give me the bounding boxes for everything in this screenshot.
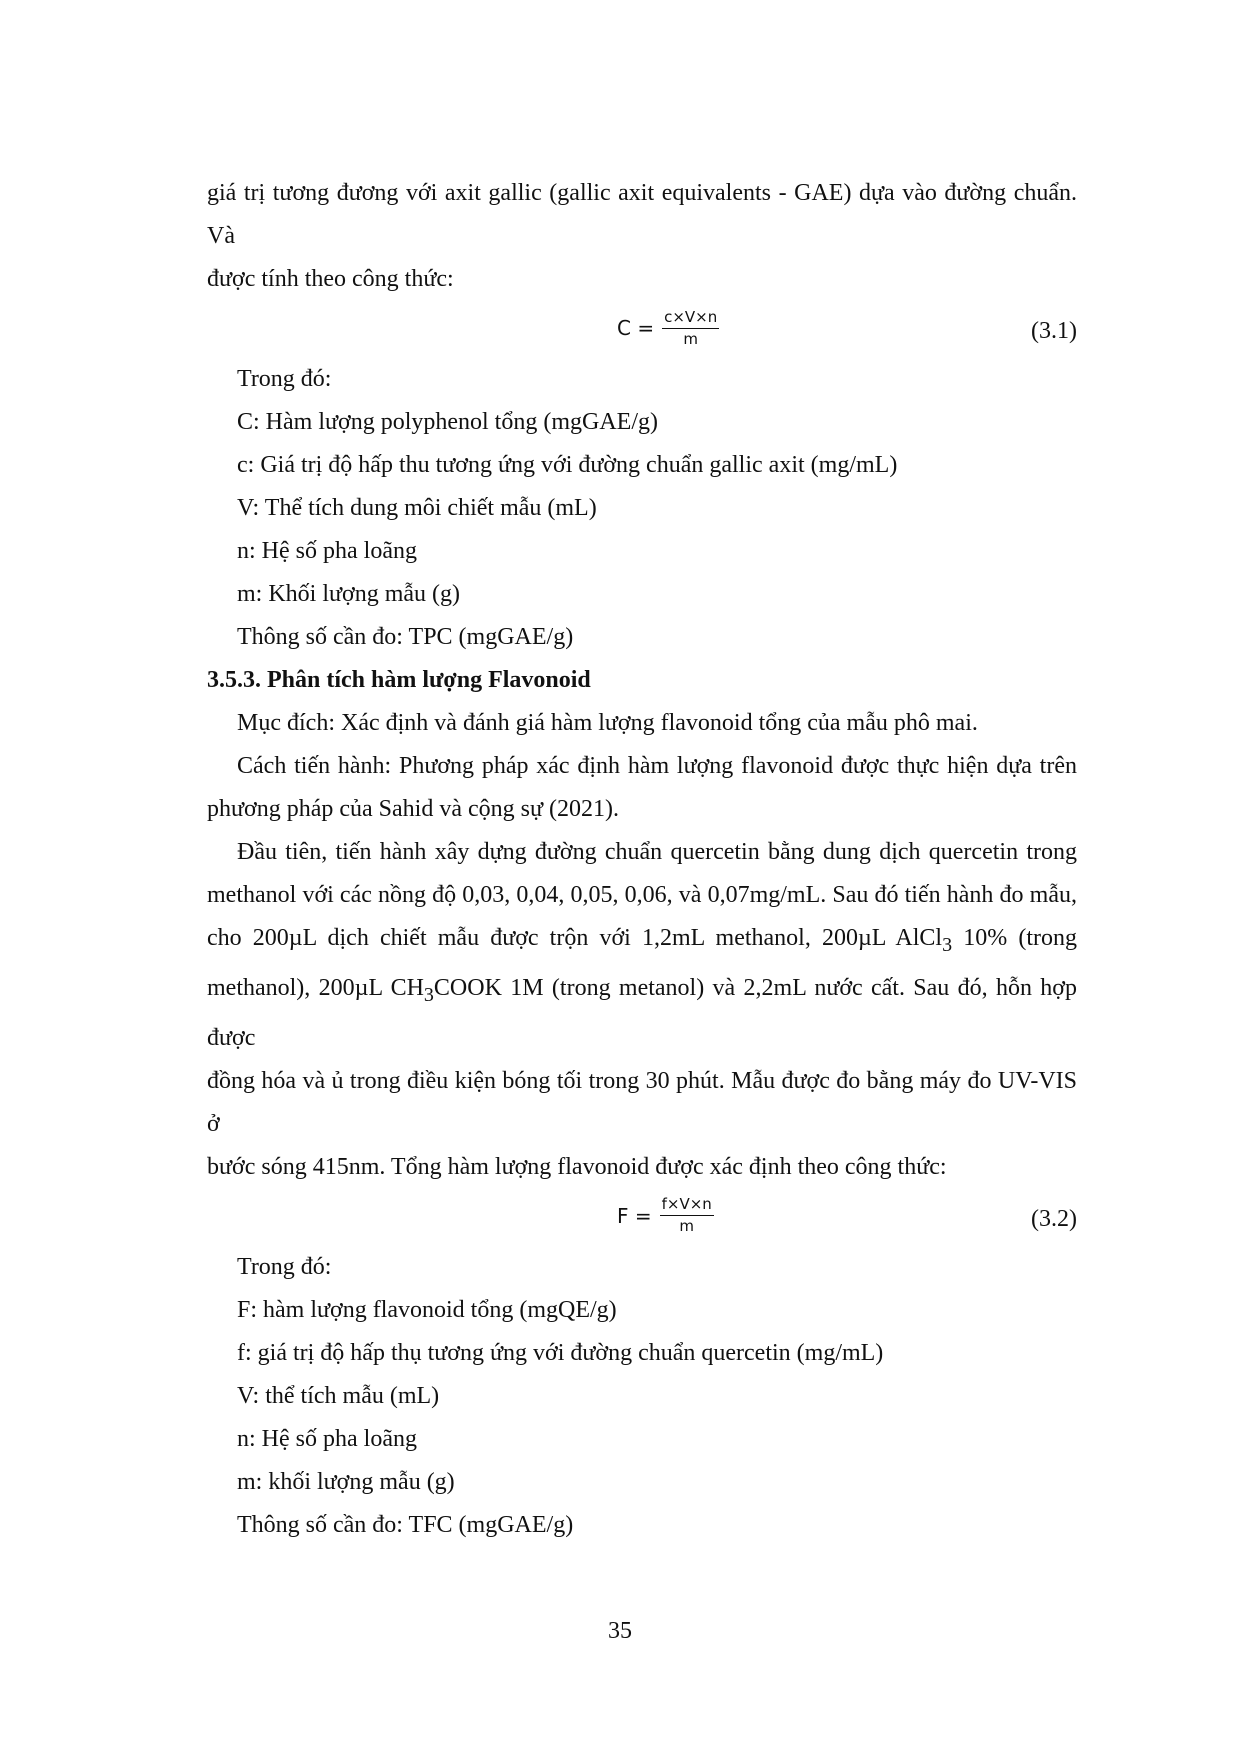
paragraph-line-with-formula [207,917,1077,967]
formula-3-2 [207,1189,1077,1246]
where-title: Trong đó: [237,366,332,392]
formula-lhs: C = [617,316,655,340]
equation-number: (3.2) [1031,1205,1077,1232]
subscript: 3 [423,983,434,1006]
definition-item: m: khối lượng mẫu (g) [237,1468,455,1495]
page-number: 35 [608,1618,632,1644]
text-run: methanol), 200µL CH [207,974,424,1001]
paragraph-line: bước sóng 415nm. Tổng hàm lượng flavonoid được xác định theo công thức: [207,1153,947,1180]
definition-item: n: Hệ số pha loãng [237,538,417,564]
paragraph-line: giá trị tương đương với axit gallic (gallic axit equivalents - GAE) dựa vào đường chuẩn. Và [207,180,1077,249]
body-text [207,172,1077,1547]
definition-item: C: Hàm lượng polyphenol tổng (mgGAE/g) [237,409,658,435]
section-heading: 3.5.3. Phân tích hàm lượng Flavonoid [207,667,591,693]
paragraph-line: methanol với các nồng độ 0,03, 0,04, 0,05, 0,06, và 0,07mg/mL. Sau đó tiến hành đo mẫu, [207,882,1077,908]
paragraph-line: phương pháp của Sahid và cộng sự (2021). [207,796,619,822]
paragraph-line: Đầu tiên, tiến hành xây dựng đường chuẩn quercetin bằng dung dịch quercetin trong [237,839,1077,865]
formula-denominator: m [683,329,698,348]
where-title: Trong đó: [237,1253,332,1280]
definition-item: m: Khối lượng mẫu (g) [237,581,461,607]
definition-item: V: Thể tích dung môi chiết mẫu (mL) [237,495,597,521]
paragraph-line: đồng hóa và ủ trong điều kiện bóng tối trong 30 phút. Mẫu được đo bằng máy đo UV-VIS ở [207,1067,1077,1137]
formula-fraction [662,309,719,349]
text-run: cho 200µL dịch chiết mẫu được trộn với 1,2mL methanol, 200µL AlCl [207,925,943,951]
paragraph-line-with-formula [207,967,1077,1060]
text-run: COOK 1M (trong metanol) và 2,2mL nước cất. Sau đó, hỗn hợp được [207,974,1077,1051]
formula-fraction [660,1196,714,1236]
formula-expression [617,1195,714,1238]
formula-3-1 [207,301,1077,358]
definition-item: F: hàm lượng flavonoid tổng (mgQE/g) [237,1296,617,1323]
definition-item: f: giá trị độ hấp thụ tương ứng với đường chuẩn quercetin (mg/mL) [237,1339,884,1366]
purpose-text: Mục đích: Xác định và đánh giá hàm lượng flavonoid tổng của mẫu phô mai. [237,710,978,736]
formula-denominator: m [679,1217,695,1236]
formula-numerator: c×V×n [662,309,719,329]
definition-item: Thông số cần đo: TFC (mgGAE/g) [237,1511,574,1538]
equation-number: (3.1) [1031,318,1077,344]
formula-expression [617,307,719,350]
formula-lhs: F = [617,1203,652,1228]
definition-item: Thông số cần đo: TPC (mgGAE/g) [237,624,574,650]
paragraph-line: được tính theo công thức: [207,266,454,292]
paragraph-line: Cách tiến hành: Phương pháp xác định hàm lượng flavonoid được thực hiện dựa trên [237,753,1077,779]
definition-item: V: thể tích mẫu (mL) [237,1382,440,1409]
definition-item: n: Hệ số pha loãng [237,1425,417,1452]
formula-numerator: f×V×n [660,1196,714,1216]
text-run: 10% (trong [952,925,1077,951]
definition-item: c: Giá trị độ hấp thu tương ứng với đường chuẩn gallic axit (mg/mL) [237,452,898,478]
subscript: 3 [942,933,953,956]
